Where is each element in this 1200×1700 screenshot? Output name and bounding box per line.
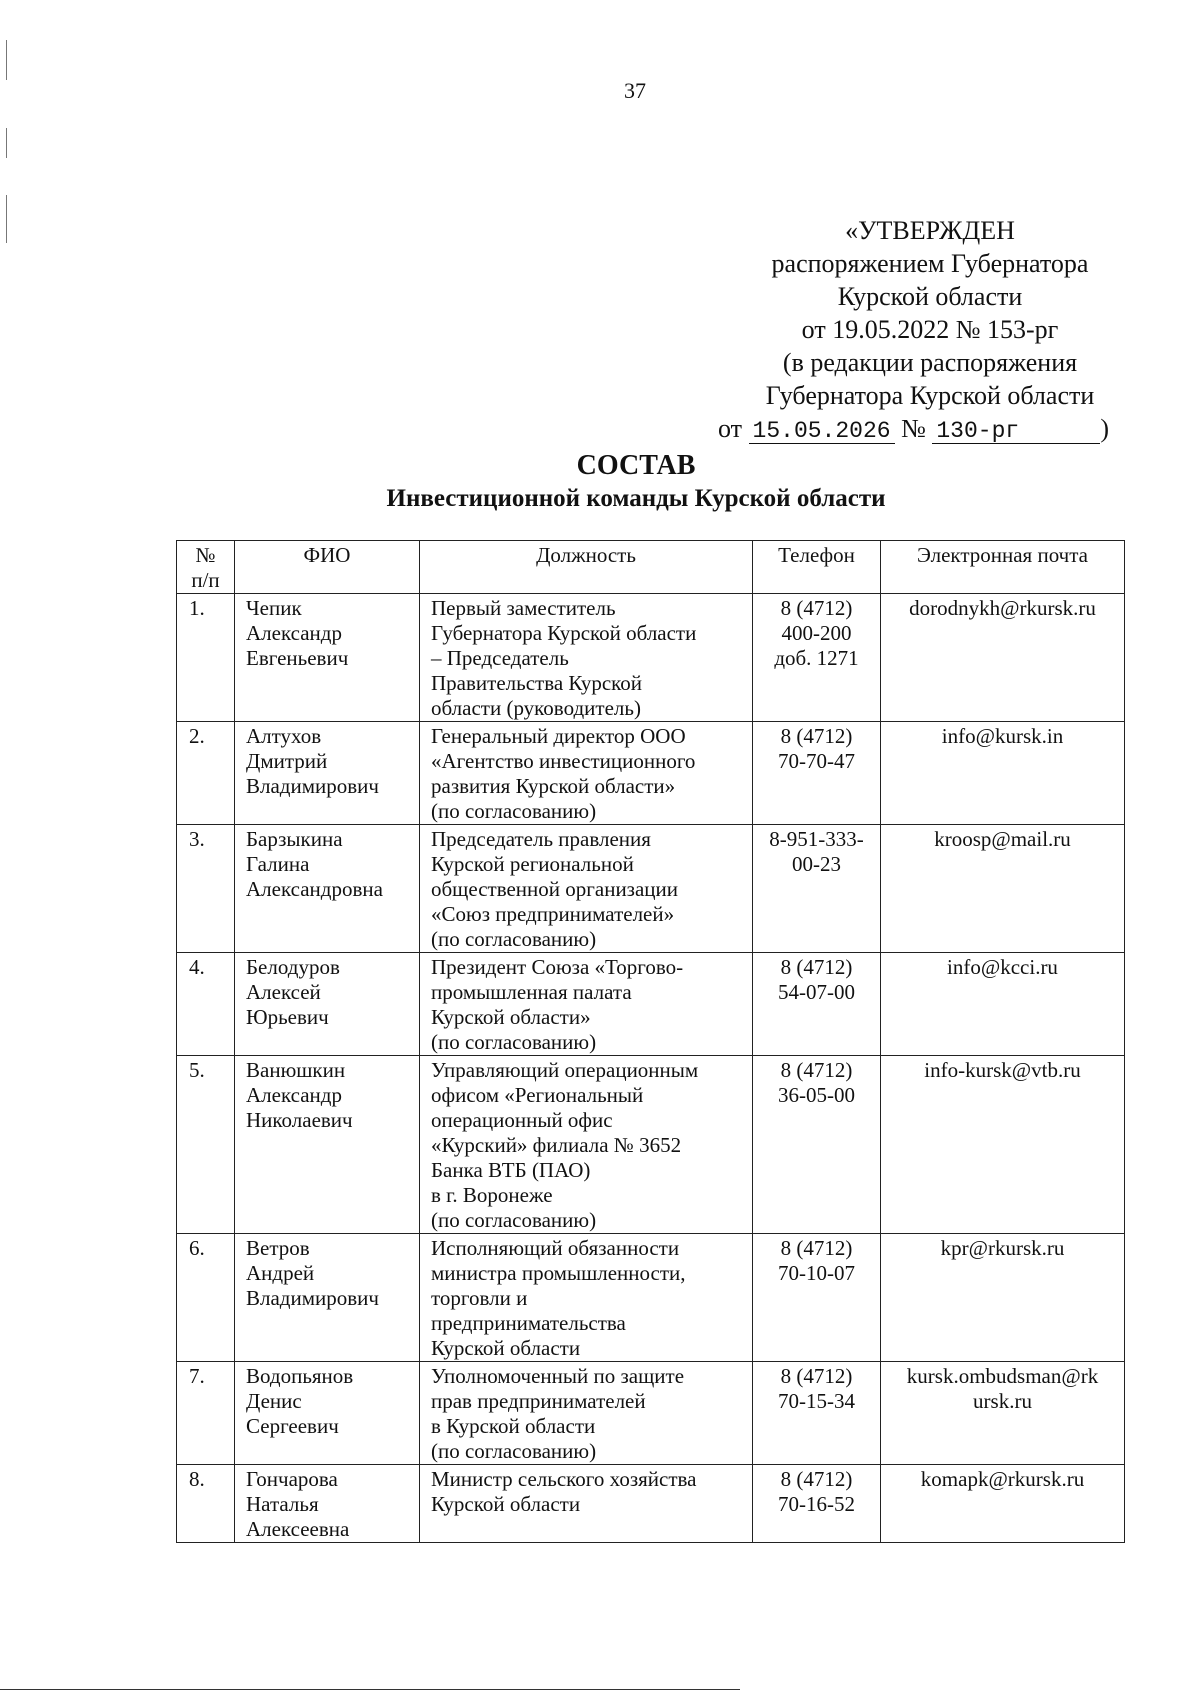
- cell-num: 2.: [177, 722, 235, 825]
- roster-table: [176, 540, 1125, 1543]
- cell-num: 1.: [177, 594, 235, 722]
- approval-number: 130-рг: [932, 419, 1100, 444]
- cell-email: info-kursk@vtb.ru: [881, 1056, 1125, 1234]
- cell-position: Уполномоченный по защите прав предпринимателей в Курской области (по согласованию): [420, 1362, 753, 1465]
- table-row: [177, 594, 1125, 722]
- cell-name: Белодуров Алексей Юрьевич: [235, 953, 420, 1056]
- cell-email: komapk@rkursk.ru: [881, 1465, 1125, 1543]
- document-title: СОСТАВ: [576, 450, 696, 481]
- cell-position: Первый заместитель Губернатора Курской области – Председатель Правительства Курской области (руководитель): [420, 594, 753, 722]
- cell-name: Чепик Александр Евгеньевич: [235, 594, 420, 722]
- cell-name: Алтухов Дмитрий Владимирович: [235, 722, 420, 825]
- document-title-block: [0, 449, 1200, 515]
- approval-line: Курской области: [837, 282, 1023, 311]
- cell-position: Генеральный директор ООО «Агентство инвестиционного развития Курской области» (по согласованию): [420, 722, 753, 825]
- cell-phone: 8 (4712) 70-16-52: [753, 1465, 881, 1543]
- cell-email: kursk.ombudsman@rk ursk.ru: [881, 1362, 1125, 1465]
- approval-ot: от: [718, 414, 743, 443]
- cell-position: Министр сельского хозяйства Курской области: [420, 1465, 753, 1543]
- cell-phone: 8 (4712) 70-10-07: [753, 1234, 881, 1362]
- cell-name: Гончарова Наталья Алексеевна: [235, 1465, 420, 1543]
- cell-phone: 8 (4712) 70-70-47: [753, 722, 881, 825]
- cell-phone: 8-951-333- 00-23: [753, 825, 881, 953]
- cell-num: 7.: [177, 1362, 235, 1465]
- header-num: № п/п: [177, 541, 235, 594]
- cell-name: Ветров Андрей Владимирович: [235, 1234, 420, 1362]
- cell-name: Барзыкина Галина Александровна: [235, 825, 420, 953]
- approval-stamp: [700, 214, 1160, 445]
- cell-name: Водопьянов Денис Сергеевич: [235, 1362, 420, 1465]
- table-row: [177, 953, 1125, 1056]
- page-number: 37: [624, 78, 646, 103]
- cell-position: Президент Союза «Торгово- промышленная палата Курской области» (по согласованию): [420, 953, 753, 1056]
- cell-position: Исполняющий обязанности министра промышленности, торговли и предпринимательства Курской области: [420, 1234, 753, 1362]
- table-row: [177, 1234, 1125, 1362]
- approval-line: распоряжением Губернатора: [771, 249, 1089, 278]
- header-position: Должность: [420, 541, 753, 594]
- approval-line: Губернатора Курской области: [765, 381, 1095, 410]
- cell-position: Управляющий операционным офисом «Региональный операционный офис «Курский» филиала № 3652 Банка ВТБ (ПАО) в г. Воронеже (по согласованию): [420, 1056, 753, 1234]
- header-phone: Телефон: [753, 541, 881, 594]
- table-row: [177, 722, 1125, 825]
- scan-mark: [6, 195, 7, 243]
- cell-name: Ванюшкин Александр Николаевич: [235, 1056, 420, 1234]
- approval-revision-line: [700, 412, 1160, 445]
- cell-phone: 8 (4712) 36-05-00: [753, 1056, 881, 1234]
- cell-phone: 8 (4712) 400-200 доб. 1271: [753, 594, 881, 722]
- cell-num: 4.: [177, 953, 235, 1056]
- cell-email: kpr@rkursk.ru: [881, 1234, 1125, 1362]
- cell-phone: 8 (4712) 54-07-00: [753, 953, 881, 1056]
- cell-email: info@kursk.in: [881, 722, 1125, 825]
- cell-email: dorodnykh@rkursk.ru: [881, 594, 1125, 722]
- approval-line: «УТВЕРЖДЕН: [845, 216, 1015, 245]
- table-row: [177, 1362, 1125, 1465]
- approval-line: (в редакции распоряжения: [782, 348, 1078, 377]
- cell-num: 3.: [177, 825, 235, 953]
- table-header-row: [177, 541, 1125, 594]
- footer-rule: [0, 1689, 740, 1690]
- table-row: [177, 1465, 1125, 1543]
- approval-no-sign: №: [901, 414, 926, 443]
- header-name: ФИО: [235, 541, 420, 594]
- header-email: Электронная почта: [881, 541, 1125, 594]
- approval-close-paren: ): [1100, 414, 1110, 443]
- cell-email: info@kcci.ru: [881, 953, 1125, 1056]
- table-row: [177, 1056, 1125, 1234]
- cell-num: 8.: [177, 1465, 235, 1543]
- table-row: [177, 825, 1125, 953]
- cell-num: 5.: [177, 1056, 235, 1234]
- document-subtitle: Инвестиционной команды Курской области: [386, 485, 886, 512]
- approval-date: 15.05.2026: [749, 419, 895, 444]
- cell-email: kroosp@mail.ru: [881, 825, 1125, 953]
- scan-mark: [6, 40, 7, 80]
- cell-position: Председатель правления Курской региональной общественной организации «Союз предпринимателей» (по согласованию): [420, 825, 753, 953]
- scan-mark: [6, 128, 7, 158]
- approval-line: от 19.05.2022 № 153-рг: [801, 315, 1059, 344]
- cell-phone: 8 (4712) 70-15-34: [753, 1362, 881, 1465]
- cell-num: 6.: [177, 1234, 235, 1362]
